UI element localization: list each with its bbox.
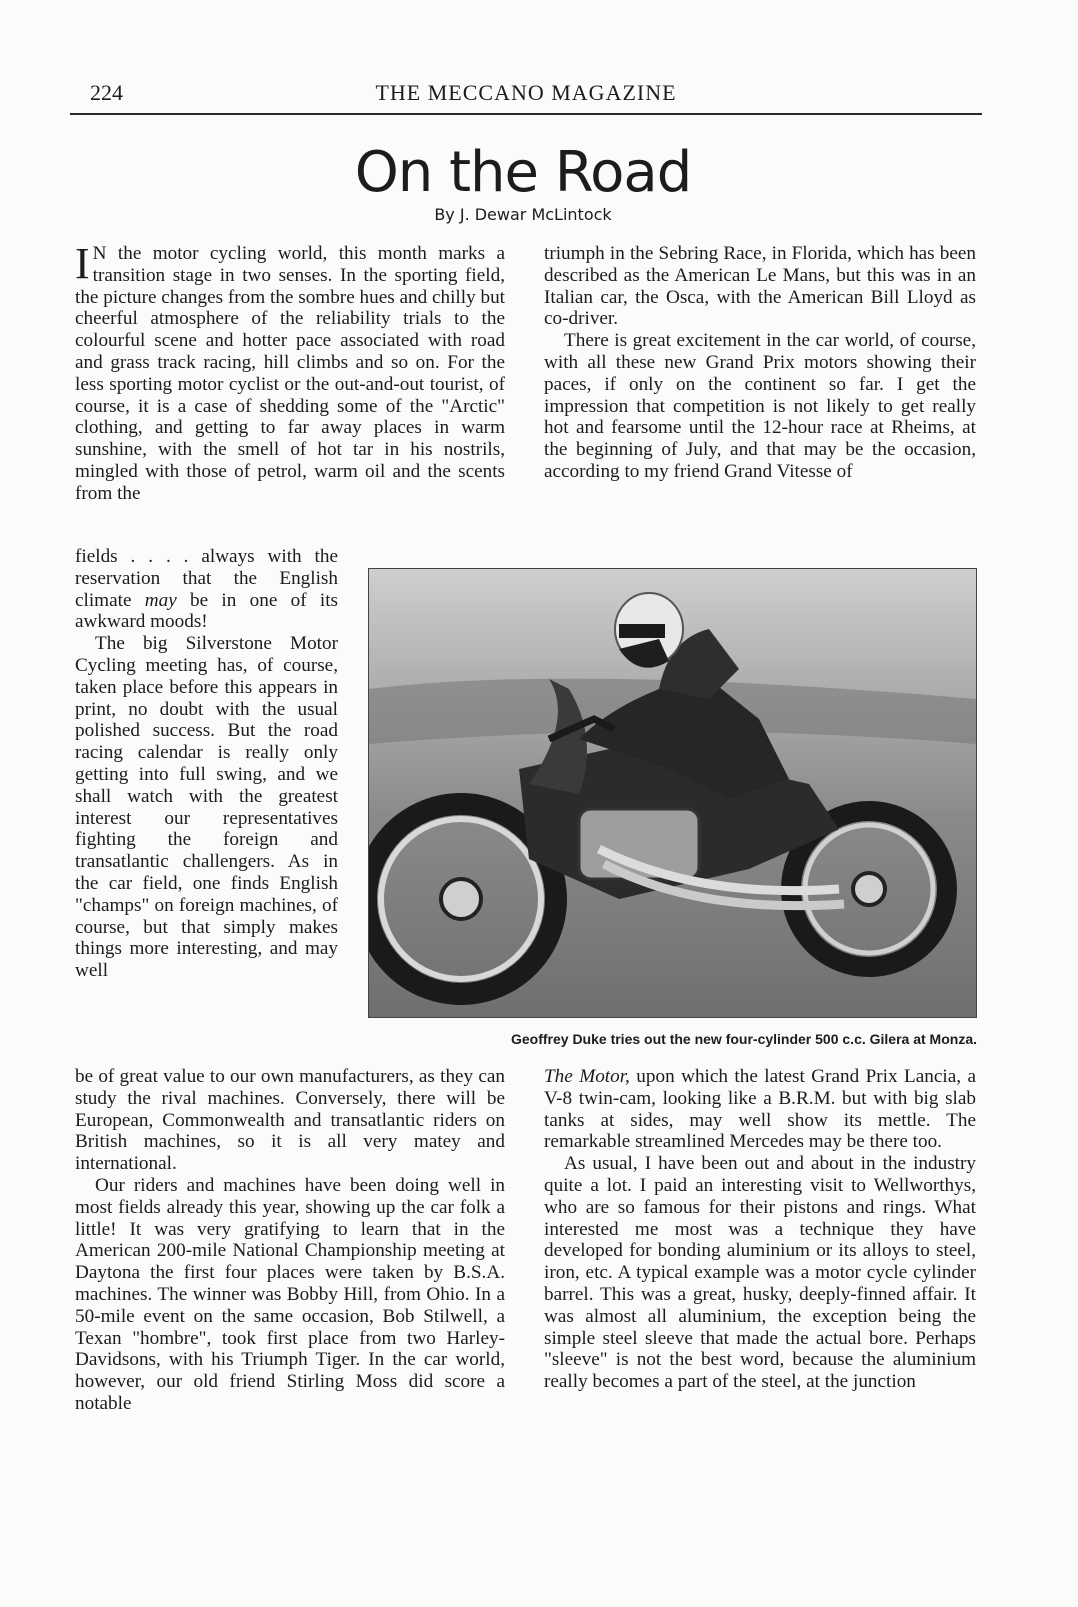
drop-cap: I [75, 239, 90, 288]
paragraph-continued [544, 1066, 976, 1153]
column-2-bottom [544, 1066, 976, 1393]
paragraph [75, 546, 338, 633]
paragraph-text: upon which the latest Grand Prix Lancia, a V-8 twin-cam, looking like a B.R.M. but with big slab tanks at sides, may well show its mettle. The remarkable streamlined Mercedes may be there too. [544, 1066, 976, 1153]
column-2-top [544, 243, 976, 483]
paragraph [75, 239, 505, 505]
paragraph-text: N the motor cycling world, this month marks a transition stage in two senses. In the sporting field, the picture changes from the sombre hues and chilly but cheerful atmosphere of the reliability trials to the colourful scene and hotter pace associated with road and grass track racing, hill climbs and so on. For the less sporting motor cyclist or the out-and-out tourist, of course, it is a case of shedding some of the "Arctic" clothing, and getting to far away places in warm sunshine, with the smell of hot tar in his nostrils, mingled with those of petrol, warm oil and the scents from the [75, 243, 505, 504]
emphasis-text: may [144, 589, 177, 611]
column-1-top [75, 239, 505, 505]
paragraph: The big Silverstone Motor Cycling meeting has, of course, taken place before this appears in print, no doubt with the usual polished success. But the road racing calendar is really only getting into full swing, and we shall watch with the greatest interest our representatives fighting the foreign and transatlantic challengers. As in the car field, one finds English "champs" on foreign machines, of course, but that simply makes things more interesting, and may well [75, 633, 338, 982]
column-1-narrow [75, 546, 338, 982]
page-number: 224 [90, 80, 123, 105]
article-byline: By J. Dewar McLintock [434, 205, 612, 224]
photo-caption: Geoffrey Duke tries out the new four-cylinder 500 c.c. Gilera at Monza. [510, 1031, 977, 1047]
magazine-title: THE MECCANO MAGAZINE [375, 80, 677, 105]
paragraph-text: be in one of its awkward moods! [75, 589, 339, 633]
page-header [70, 78, 982, 110]
paragraph: triumph in the Sebring Race, in Florida, which has been described as the American Le Mans, but this was in an Italian car, the Osca, with the American Bill Lloyd as co-driver. [544, 243, 976, 330]
paragraph: There is great excitement in the car world, of course, with all these new Grand Prix motors showing their paces, if only on the continent so far. I get the impression that competition is not likely to get really hot and fearsome until the 12-hour race at Rheims, at the beginning of July, and that may be the occasion, according to my friend Grand Vitesse of [544, 330, 976, 482]
paragraph-text: fields . . . . always with the reservation that the English climate [75, 546, 338, 611]
motorcycle-illustration [369, 569, 976, 1017]
publication-name: The Motor, [544, 1066, 630, 1087]
header-rule [70, 113, 982, 115]
paragraph-continued: be of great value to our own manufacturers, as they can study the rival machines. Conversely, there will be European, Commonwealth and transatlantic riders on British machines, so it is all very matey and international. [75, 1066, 505, 1175]
paragraph: Our riders and machines have been doing well in most fields already this year, showing up the car folk a little! It was very gratifying to learn that in the American 200-mile National Championship meeting at Daytona the first four places were taken by B.S.A. machines. The winner was Bobby Hill, from Ohio. In a 50-mile event on the same occasion, Bob Stilwell, a Texan "hombre", took first place from two Harley-Davidsons, with his Triumph Tiger. In the car world, however, our old friend Stirling Moss did score a notable [75, 1174, 505, 1414]
column-1-bottom [75, 1066, 505, 1415]
motorcycle-photo [368, 568, 977, 1018]
paragraph: As usual, I have been out and about in the industry quite a lot. I paid an interesting visit to Wellworthys, who are so famous for their pistons and rings. What interested me most was a technique they have developed for bonding aluminium or its alloys to steel, iron, etc. A typical example was a motor cycle cylinder barrel. This was a great, husky, deeply-finned affair. It was almost all aluminium, the exception being the simple steel sleeve that made the actual bore. Perhaps "sleeve" is not the best word, because the aluminium really becomes a part of the steel, at the junction [544, 1153, 976, 1393]
article-title: On the Road [354, 140, 692, 205]
